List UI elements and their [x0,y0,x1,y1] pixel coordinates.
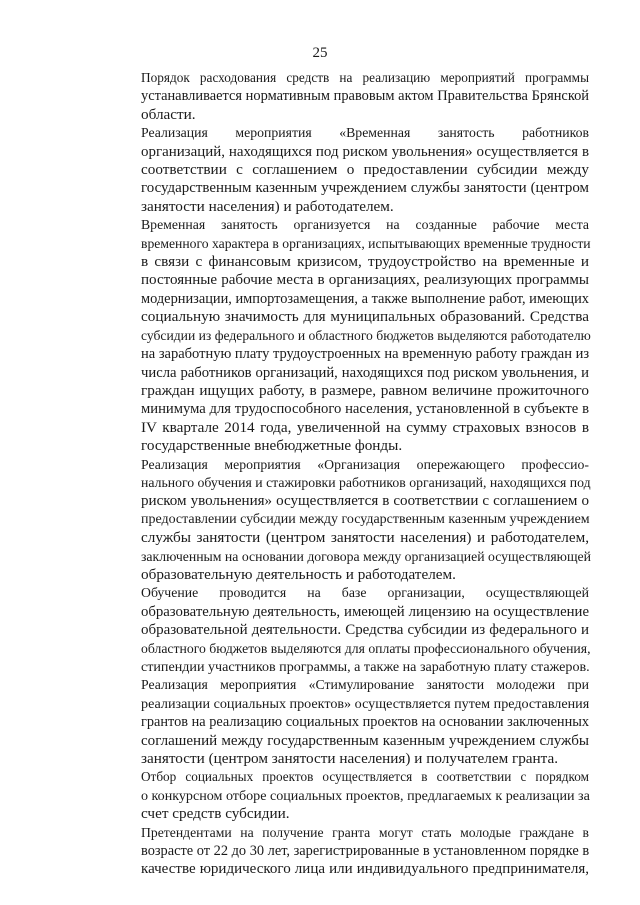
text-line: грантов на реализацию социальных проектов на основании заключенных [141,714,589,731]
text-line: предоставлении субсидии между государственным казенным учреждением [141,511,590,527]
text-line: стипендии участников программы, а также на заработную плату стажеров. [141,659,590,675]
text-line: реализации социальных проектов» осуществляется путем предоставления [141,695,590,712]
text-line: области. [141,105,196,123]
text-line: возрасте от 22 до 30 лет, зарегистрированные в установленном порядке в [141,843,590,860]
text-line: граждан ищущих работу, в размере, равном величине прожиточного [141,381,589,399]
text-line: занятости населения) и работодателем. [141,197,394,215]
text-line: временного характера в организациях, испытывающих временные трудности [141,235,591,251]
text-line: риском увольнения» осуществляется в соответствии с соглашением о [141,493,589,510]
paragraph [97,676,589,768]
text-line: областного бюджетов выделяются для оплаты профессионального обучения, [141,640,591,656]
paragraph [97,216,589,455]
text-line: государственные внебюджетные фонды. [141,437,403,455]
text-line: устанавливается нормативным правовым актом Правительства Брянской [141,88,589,105]
paragraph [97,584,589,676]
paragraph [97,124,589,216]
text-line: о конкурсном отборе социальных проектов, предлагаемых к реализации за [141,787,590,804]
text-line: Порядок расходования средств на реализацию мероприятий программы [141,70,589,85]
text-line: заключенным на основании договора между организацией осуществляющей [141,548,591,564]
text-line: Реализация мероприятия «Организация опережающего профессио- [141,456,589,472]
text-line: в связи с финансовым кризисом, трудоустройство на временные и [141,253,589,271]
text-line: Претендентами на получение гранта могут стать молодые граждане в [141,824,589,840]
paragraph [97,768,589,823]
body-text [97,69,589,879]
text-line: Реализация мероприятия «Временная занятость работников [141,125,589,141]
text-line: модернизации, импортозамещения, а также выполнение работ, имеющих [141,290,589,307]
paragraph [97,456,589,585]
text-line: числа работников организаций, находящихся под риском увольнения, и [141,364,589,381]
text-line: Отбор социальных проектов осуществляется в соответствии с порядком [141,769,589,785]
text-line: занятости (центром занятости населения) и получателем гранта. [141,750,559,768]
text-line: социальную значимость для муниципальных образований. Средства [141,308,589,326]
text-line: соответствии с соглашением о предоставлении субсидии между [141,161,589,179]
text-line: счет средств субсидии. [141,805,290,823]
text-line: Временная занятость организуется на созданные рабочие места [141,217,589,233]
text-line: IV квартале 2014 года, увеличенной на сумму страховых взносов в [141,418,589,436]
text-line: организаций, находящихся под риском увольнения» осуществляется в [141,143,589,160]
text-line: образовательную деятельность и работодателем. [141,565,456,583]
text-line: Обучение проводится на базе организации, осуществляющей [141,585,589,601]
text-line: минимума для трудоспособного населения, установленной в субъекте в [141,401,589,418]
text-line: Реализация мероприятия «Стимулирование занятости молодежи при [141,677,589,693]
paragraph [97,824,589,879]
paragraph [97,69,589,124]
text-line: субсидии из федерального и областного бюджетов выделяются работодателю [141,327,591,343]
text-line: на заработную плату трудоустроенных на временную работу граждан из [141,346,590,363]
text-line: службы занятости (центром занятости населения) и работодателем, [141,529,589,547]
text-line: качестве юридического лица или индивидуального предпринимателя, [141,861,589,878]
text-line: образовательную деятельность, имеющей лицензию на осуществление [141,603,589,620]
text-line: соглашений между государственным казенным учреждением службы [141,732,589,749]
text-line: нального обучения и стажировки работников организаций, находящихся под [141,474,591,490]
page-number: 25 [312,45,328,61]
text-line: образовательной деятельности. Средства субсидии из федерального и [141,622,589,639]
text-line: постоянные рабочие места в организациях, реализующих программы [141,272,589,289]
text-line: государственным казенным учреждением службы занятости (центром [141,180,589,197]
